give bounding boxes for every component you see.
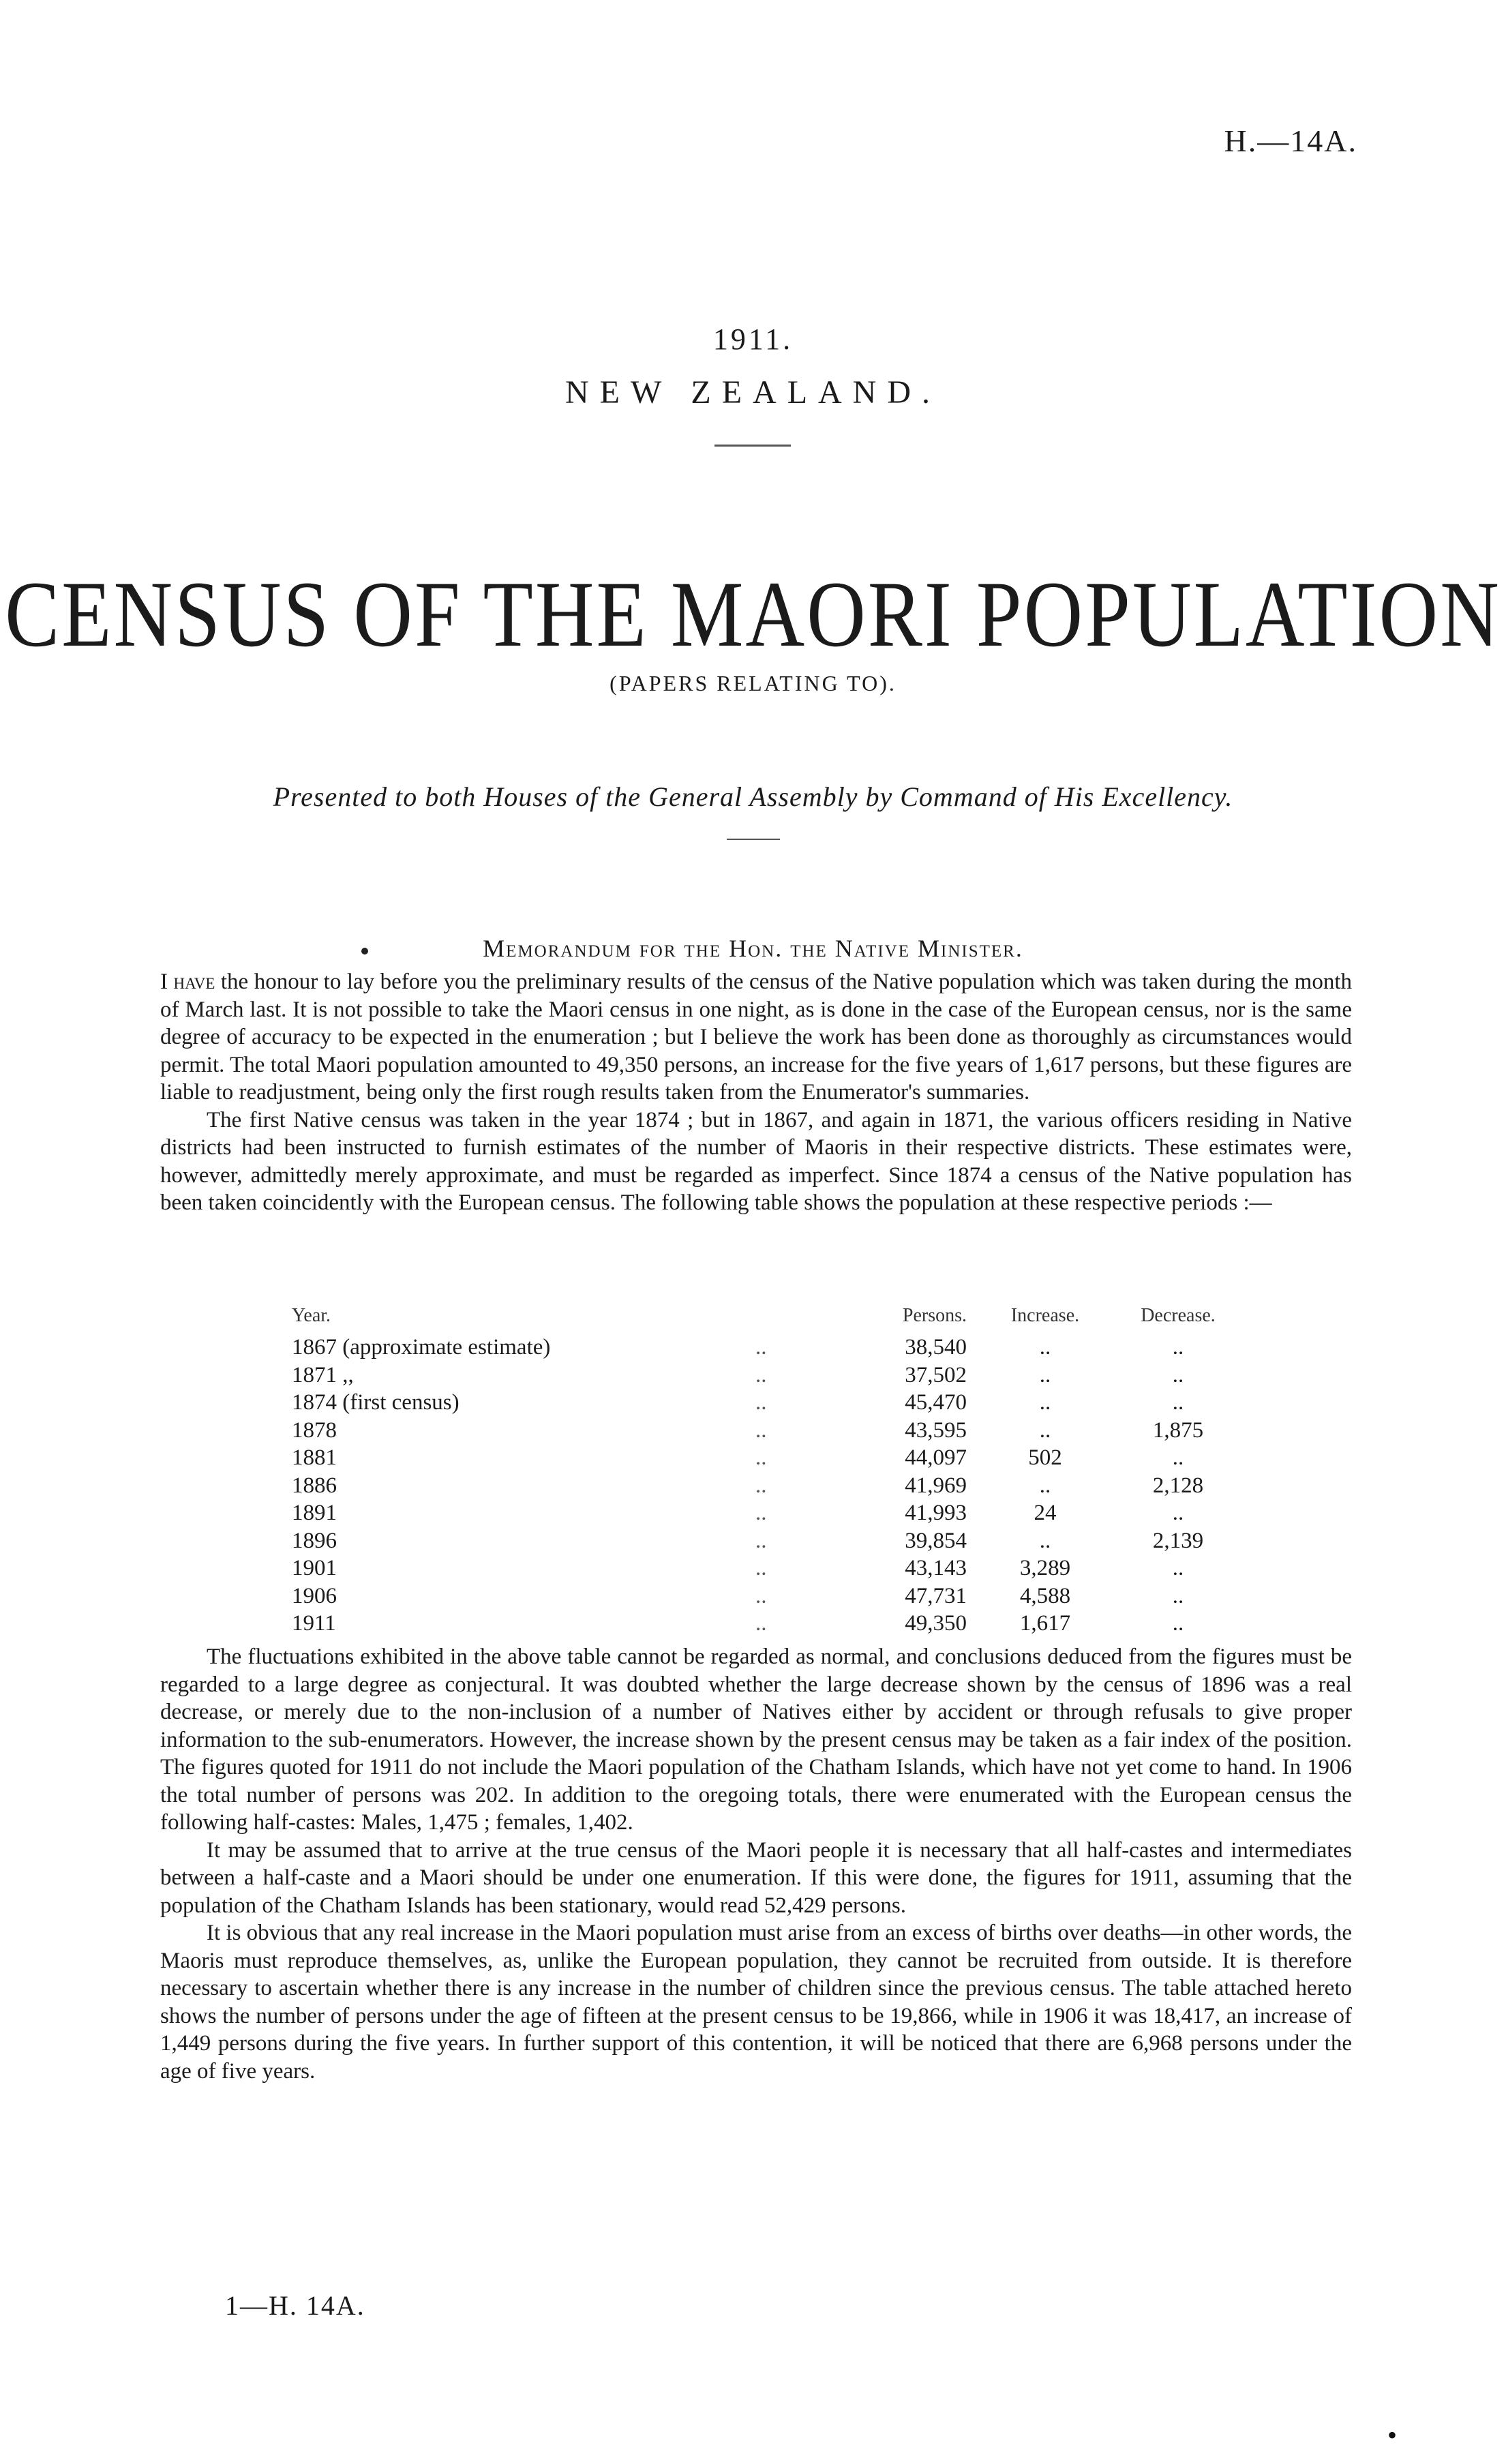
row-persons: 38,540 bbox=[905, 1335, 967, 1359]
row-year: 1867 (approximate estimate) bbox=[292, 1335, 551, 1359]
paragraph-4: It may be assumed that to arrive at the true census of the Maori people it is necessary that all half-castes and intermediates between a half-caste and a Maori should be under one enumeration. If this were done, the figures for 1911, assuming that the population of the Chatham Islands has been stationary, would read 52,429 persons. bbox=[160, 1837, 1352, 1918]
table-row bbox=[292, 1444, 1246, 1472]
row-year: 1901 bbox=[292, 1556, 337, 1580]
row-increase: .. bbox=[1039, 1473, 1051, 1498]
row-year: 1911 bbox=[292, 1611, 336, 1636]
dot-leader: .. bbox=[755, 1611, 767, 1636]
row-persons: 44,097 bbox=[905, 1445, 967, 1470]
dot-leader: .. bbox=[755, 1473, 767, 1498]
row-increase: 502 bbox=[1028, 1445, 1062, 1470]
row-increase: .. bbox=[1039, 1528, 1051, 1553]
row-increase: 3,289 bbox=[1019, 1556, 1071, 1580]
row-persons: 41,993 bbox=[905, 1501, 967, 1525]
dot-leader: .. bbox=[755, 1362, 767, 1387]
row-increase: .. bbox=[1039, 1335, 1051, 1359]
country-heading: NEW ZEALAND. bbox=[564, 374, 942, 410]
presented-divider bbox=[727, 839, 780, 840]
row-year: 1881 bbox=[292, 1445, 337, 1470]
row-year: 1906 bbox=[292, 1583, 337, 1608]
row-year: 1891 bbox=[292, 1501, 337, 1525]
row-persons: 45,470 bbox=[905, 1390, 967, 1415]
table-row bbox=[292, 1334, 1246, 1362]
dot-leader: .. bbox=[755, 1528, 767, 1553]
row-decrease: 2,139 bbox=[1152, 1528, 1204, 1553]
census-table bbox=[292, 1302, 1246, 1638]
row-increase: 24 bbox=[1034, 1501, 1057, 1525]
dot-leader: .. bbox=[755, 1556, 767, 1580]
row-decrease: .. bbox=[1172, 1390, 1184, 1415]
row-persons: 49,350 bbox=[905, 1611, 967, 1636]
row-increase: .. bbox=[1039, 1417, 1051, 1443]
row-persons: 39,854 bbox=[905, 1528, 967, 1553]
row-decrease: .. bbox=[1172, 1556, 1184, 1580]
footer-page-code: 1—H. 14A. bbox=[225, 2290, 365, 2321]
table-row bbox=[292, 1417, 1246, 1445]
table-row bbox=[292, 1472, 1246, 1500]
subtitle: (PAPERS RELATING TO). bbox=[609, 671, 897, 695]
paragraph-1-text: the honour to lay before you the preliminary results of the census of the Native population which was taken during the month of March last. It is not possible to take the Maori census in one night, as is done in the case of the European census, nor is the same degree of accuracy to be expected in the enumeration ; but I believe the work has been done as thoroughly as circumstances would permit. The total Maori population amounted to 49,350 persons, an increase for the five years of 1,617 persons, but these figures are liable to readjustment, being only the first rough results taken from the Enumerator's summaries. bbox=[160, 970, 1353, 1105]
main-title: CENSUS OF THE MAORI POPULATION bbox=[5, 561, 1501, 666]
corner-mark: • bbox=[1387, 2420, 1398, 2450]
table-row bbox=[292, 1554, 1246, 1582]
table-row bbox=[292, 1610, 1246, 1638]
row-persons: 41,969 bbox=[905, 1473, 967, 1498]
row-year: 1896 bbox=[292, 1528, 337, 1553]
paragraph-3: The fluctuations exhibited in the above table cannot be regarded as normal, and conclusions deduced from the figures must be regarded to a large degree as conjectural. It was doubted whether the large decrease shown by the census of 1896 was a real decrease, or merely due to the non-inclusion of a number of Natives either by accident or through refusals to give proper information to the sub-enumerators. However, the increase shown by the present census may be taken as a fair index of the position. The figures quoted for 1911 do not include the Maori population of the Chatham Islands, which have not yet come to hand. In 1906 the total number of persons was 202. In addition to the oregoing totals, there were enumerated with the European census the following half-castes: Males, 1,475 ; females, 1,402. bbox=[160, 1644, 1352, 1835]
row-decrease: .. bbox=[1172, 1583, 1184, 1608]
table-row bbox=[292, 1499, 1246, 1527]
row-decrease: .. bbox=[1172, 1611, 1184, 1636]
row-decrease: .. bbox=[1172, 1501, 1184, 1525]
table-header bbox=[292, 1302, 1246, 1334]
row-persons: 43,143 bbox=[905, 1556, 967, 1580]
row-persons: 47,731 bbox=[905, 1583, 967, 1608]
dot-leader: .. bbox=[755, 1417, 767, 1443]
dot-leader: .. bbox=[755, 1583, 767, 1608]
row-decrease: .. bbox=[1172, 1445, 1184, 1470]
row-increase: .. bbox=[1039, 1362, 1051, 1387]
row-decrease: 2,128 bbox=[1152, 1473, 1204, 1498]
table-row bbox=[292, 1582, 1246, 1610]
dot-leader: .. bbox=[755, 1501, 767, 1525]
title-divider bbox=[714, 445, 791, 447]
document-year: 1911. bbox=[712, 322, 794, 356]
presented-line: Presented to both Houses of the General Assembly by Command of His Excellency. bbox=[273, 781, 1233, 812]
memorandum-heading: Memorandum for the Hon. the Native Minister. bbox=[483, 935, 1023, 962]
header-increase: Increase. bbox=[1010, 1305, 1080, 1326]
paragraph-5: It is obvious that any real increase in the Maori population must arise from an excess of births over deaths—in other words, the Maoris must reproduce themselves, as, unlike the European population, they cannot be recruited from outside. It is therefore necessary to ascertain whether there is any increase in the number of children since the previous census. The table attached hereto shows the number of persons under the age of fifteen at the present census to be 19,866, while in 1906 it was 18,417, an increase of 1,449 persons during the five years. In further support of this contention, it will be noticed that there are 6,968 persons under the age of five years. bbox=[160, 1921, 1352, 2084]
dot-leader: .. bbox=[755, 1445, 767, 1470]
paragraph-2: The first Native census was taken in the year 1874 ; but in 1867, and again in 1871, the various officers residing in Native districts had been instructed to furnish estimates of the number of Maoris in their respective districts. These estimates were, however, admittedly merely approximate, and must be regarded as imperfect. Since 1874 a census of the Native population has been taken coincidently with the European census. The following table shows the population at these respective periods :— bbox=[160, 1107, 1352, 1215]
row-increase: 4,588 bbox=[1019, 1583, 1071, 1608]
memorandum-body-bottom bbox=[160, 1643, 1352, 2085]
table-row bbox=[292, 1527, 1246, 1555]
row-persons: 43,595 bbox=[905, 1417, 967, 1443]
dot-leader: .. bbox=[755, 1390, 767, 1415]
row-increase: 1,617 bbox=[1019, 1611, 1071, 1636]
header-decrease: Decrease. bbox=[1141, 1305, 1216, 1326]
row-year: 1871 ,, bbox=[292, 1362, 354, 1387]
table-row bbox=[292, 1389, 1246, 1417]
row-increase: .. bbox=[1039, 1390, 1051, 1415]
row-persons: 37,502 bbox=[905, 1362, 967, 1387]
header-persons: Persons. bbox=[902, 1305, 967, 1326]
row-decrease: 1,875 bbox=[1152, 1417, 1204, 1443]
row-year: 1878 bbox=[292, 1417, 337, 1443]
table-row bbox=[292, 1362, 1246, 1389]
row-decrease: .. bbox=[1172, 1362, 1184, 1387]
opening-caps: I have bbox=[160, 970, 215, 994]
row-year: 1886 bbox=[292, 1473, 337, 1498]
memorandum-body-top bbox=[160, 968, 1352, 1217]
page-reference: H.—14A. bbox=[1224, 123, 1357, 158]
paragraph-1 bbox=[160, 968, 1352, 1107]
header-year: Year. bbox=[292, 1305, 331, 1326]
dot-leader: .. bbox=[755, 1335, 767, 1359]
row-decrease: .. bbox=[1172, 1335, 1184, 1359]
row-year: 1874 (first census) bbox=[292, 1390, 460, 1415]
